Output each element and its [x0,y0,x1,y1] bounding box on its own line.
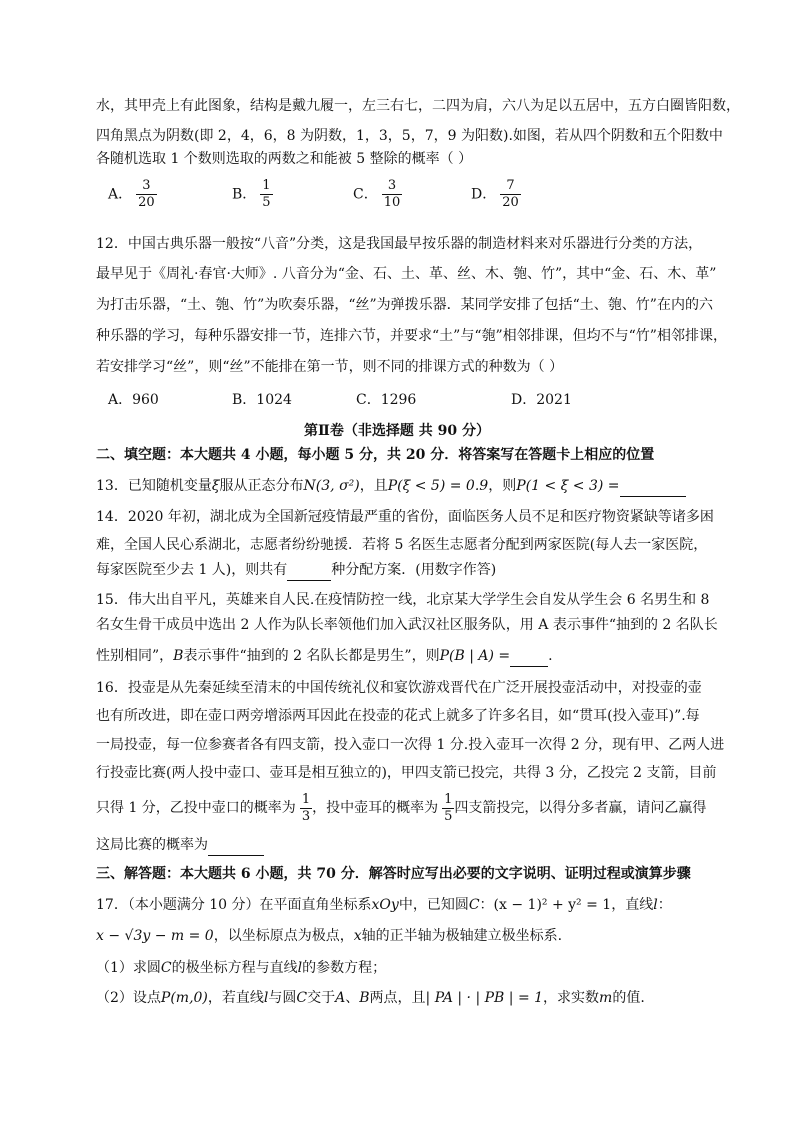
q12-option-b: B．1024 [232,392,292,408]
q13-text: 服从正态分布 [219,478,304,494]
q11-option-d [471,178,521,211]
option-label: A． [108,186,133,203]
q17-text: 的参数方程； [302,960,387,976]
q12-line-3: 为打击乐器，“土、匏、竹”为吹奏乐器，“丝”为弹拨乐器．某同学安排了包括“土、匏、竹”在内的六 [96,297,713,313]
option-label: D． [471,186,497,203]
q17-text: 两点，且 [369,990,426,1006]
q12-line-2: 最早见于《周礼·春官·大师》. 八音分为“金、石、土、革、丝、木、匏、竹”，其中“金、石、木、革” [96,266,717,282]
q16-text: 这局比赛的概率为 [96,837,208,853]
section-three-title: 三、解答题：本大题共 6 小题，共 70 分．解答时应写出必要的文字说明、证明过程或演算步骤 [96,866,691,882]
q16-line-6 [96,835,708,856]
q14-text: 种分配方案．(用数字作答) [331,562,497,578]
q17-text: 中，已知圆 [398,897,469,913]
q14-line-1: 14．2020 年初，湖北成为全国新冠疫情最严重的省份，面临医务人员不足和医疗物资紧缺等诸多困 [96,509,714,525]
q17-line-2 [96,926,708,946]
fraction [300,792,312,825]
q13 [96,476,708,497]
q15-text: 性别相同”， [96,648,174,664]
q17-text: （1）求圆 [96,960,161,976]
q17-part-1 [96,958,708,978]
option-label: C． [353,186,378,203]
q17-text: （2）设点 [96,990,161,1006]
answer-blank [287,560,331,581]
math-var: l [297,960,303,976]
q12-line-1: 12．中国古典乐器一般按“八音”分类，这是我国最早按乐器的制造材料来对乐器进行分类的方法， [96,236,703,252]
answer-blank [510,646,548,667]
q12-option-d: D．2021 [511,392,572,408]
math-expr: | PA | · | PB | = 1 [425,990,544,1006]
math-expr: P(m,0) [160,990,208,1006]
math-expr: P(B | A) = [439,648,511,664]
q14-line-3 [96,560,708,581]
q17-text: 17．（本小题满分 10 分）在平面直角坐标系 [96,897,372,913]
q13-text: ，则 [488,478,517,494]
q14-line-2: 难，全国人民心系湖北，志愿者纷纷驰援．若将 5 名医生志愿者分配到两家医院(每人去一家医院， [96,537,708,553]
part-two-title: 第Ⅱ卷（非选择题 共 90 分） [304,423,490,439]
q17-text: 交于 [307,990,336,1006]
q17-text: ，以坐标原点为极点， [213,928,354,944]
fraction-numerator: 3 [136,178,157,195]
q17-text: 的极坐标方程与直线 [171,960,298,976]
q11-line-2: 四角黑点为阴数(即 2，4，6，8 为阴数，1，3，5，7，9 为阳数).如图，若从四个阴数和五个阳数中 [96,128,723,144]
fraction-numerator: 1 [301,791,311,807]
math-var: C [296,990,308,1006]
fraction-numerator: 3 [382,178,403,195]
q16-line-1: 16．投壶是从先秦延续至清末的中国传统礼仪和宴饮游戏晋代在广泛开展投壶活动中，对投壶的壶 [96,680,702,696]
q16-line-5 [96,790,708,826]
q16-text: 只得 1 分，乙投中壶口的概率为 [96,800,296,816]
q12-option-a: A．960 [108,392,159,408]
q11-line-3: 各随机选取 1 个数则选取的两数之和能被 5 整除的概率（ ） [96,151,473,167]
math-var: C [468,897,480,913]
q12-line-5: 若安排学习“丝”，则“丝”不能排在第一节，则不同的排课方式的种数为（ ） [96,359,564,375]
math-expr: x − √3y − m = 0 [96,928,214,944]
math-expr: P(ξ < 5) = 0.9 [387,478,489,494]
math-var: A [335,990,346,1006]
math-var: x [353,928,362,944]
q12-line-4: 种乐器的学习，每种乐器安排一节，连排六节，并要求“土”与“匏”相邻排课，但均不与“竹”相邻排课， [96,328,727,344]
math-var: ξ [211,478,220,494]
fraction [500,178,521,211]
q13-text: 13．已知随机变量 [96,478,212,494]
math-expr: N(3, σ²) [303,478,360,494]
q17-line-1 [96,895,708,915]
math-expr: ：(x − 1)² + y² = 1，直线 [479,897,654,913]
math-var: xOy [371,897,399,913]
q17-text: 的值. [612,990,645,1006]
answer-blank [208,835,264,856]
q17-text: ，若直线 [207,990,264,1006]
q17-text: ，求实数 [543,990,600,1006]
q14-text: 每家医院至少去 1 人)，则共有 [96,562,288,578]
q16-line-3: 一局投壶，每一位参赛者各有四支箭，投入壶口一次得 1 分.投入壶耳一次得 2 分，现有甲、乙两人进 [96,737,725,753]
q12-option-c: C．1296 [356,392,417,408]
q16-text: ，投中壶耳的概率为 [312,800,439,816]
q13-text: ，且 [359,478,388,494]
option-label: B． [232,186,257,203]
q17-text: 、 [345,990,360,1006]
fraction-denominator: 5 [262,195,271,210]
q17-text: ： [657,897,672,913]
q15-line-1: 15．伟大出自平凡，英雄来自人民.在疫情防控一线，北京某大学学生会自发从学生会 6 名男生和 8 [96,592,710,608]
fraction-denominator: 20 [502,195,519,210]
fraction [136,178,157,211]
q11-line-1: 水，其甲壳上有此图象，结构是戴九履一，左三右七，二四为肩，六八为足以五居中，五方白圈皆阳数， [96,98,740,114]
q17-part-2 [96,988,708,1008]
fraction-denominator: 10 [383,195,401,210]
math-var: l [653,897,658,913]
q15-text: 表示事件“抽到的 2 名队长都是男生”，则 [183,648,440,664]
q11-option-c [353,178,402,211]
q17-text: 与圆 [268,990,297,1006]
q16-line-4: 行投壶比赛(两人投中壶口、壶耳是相互独立的)，甲四支箭已投完，共得 3 分，乙投完 2 支箭，目前 [96,765,717,781]
q15-text: . [548,648,553,664]
q15-line-3 [96,646,708,667]
math-var: B [359,990,370,1006]
q17-text: 轴的正半轴为极轴建立极坐标系. [361,928,563,944]
q11-option-b [232,178,273,211]
fraction-numerator: 1 [444,791,453,807]
q16-text: 四支箭投完，以得分多者赢，请问乙赢得 [454,800,707,816]
math-var: m [599,990,613,1006]
q11-option-a [108,178,157,211]
fraction [382,178,403,211]
fraction-denominator: 20 [138,195,155,210]
q15-line-2: 名女生骨干成员中选出 2 人作为队长率领他们加入武汉社区服务队，用 A 表示事件“抽到的 2 名队长 [96,617,718,633]
fraction-denominator: 5 [444,808,453,824]
fraction [260,178,272,211]
fraction-numerator: 7 [500,178,521,195]
q16-line-2: 也有所改进，即在壶口两旁增添两耳因此在投壶的花式上就多了许多名目，如“贯耳(投入壶耳)”.每 [96,708,700,724]
math-var: B [173,648,184,664]
math-expr: P(1 < ξ < 3) = [516,478,620,494]
math-var: C [160,960,172,976]
fraction-denominator: 3 [301,808,311,824]
math-var: l [263,990,269,1006]
fraction-numerator: 1 [262,178,271,193]
fraction [442,792,454,825]
section-two-title: 二、填空题：本大题共 4 小题，每小题 5 分，共 20 分．将答案写在答题卡上相应的位置 [96,447,655,463]
answer-blank [620,476,686,497]
